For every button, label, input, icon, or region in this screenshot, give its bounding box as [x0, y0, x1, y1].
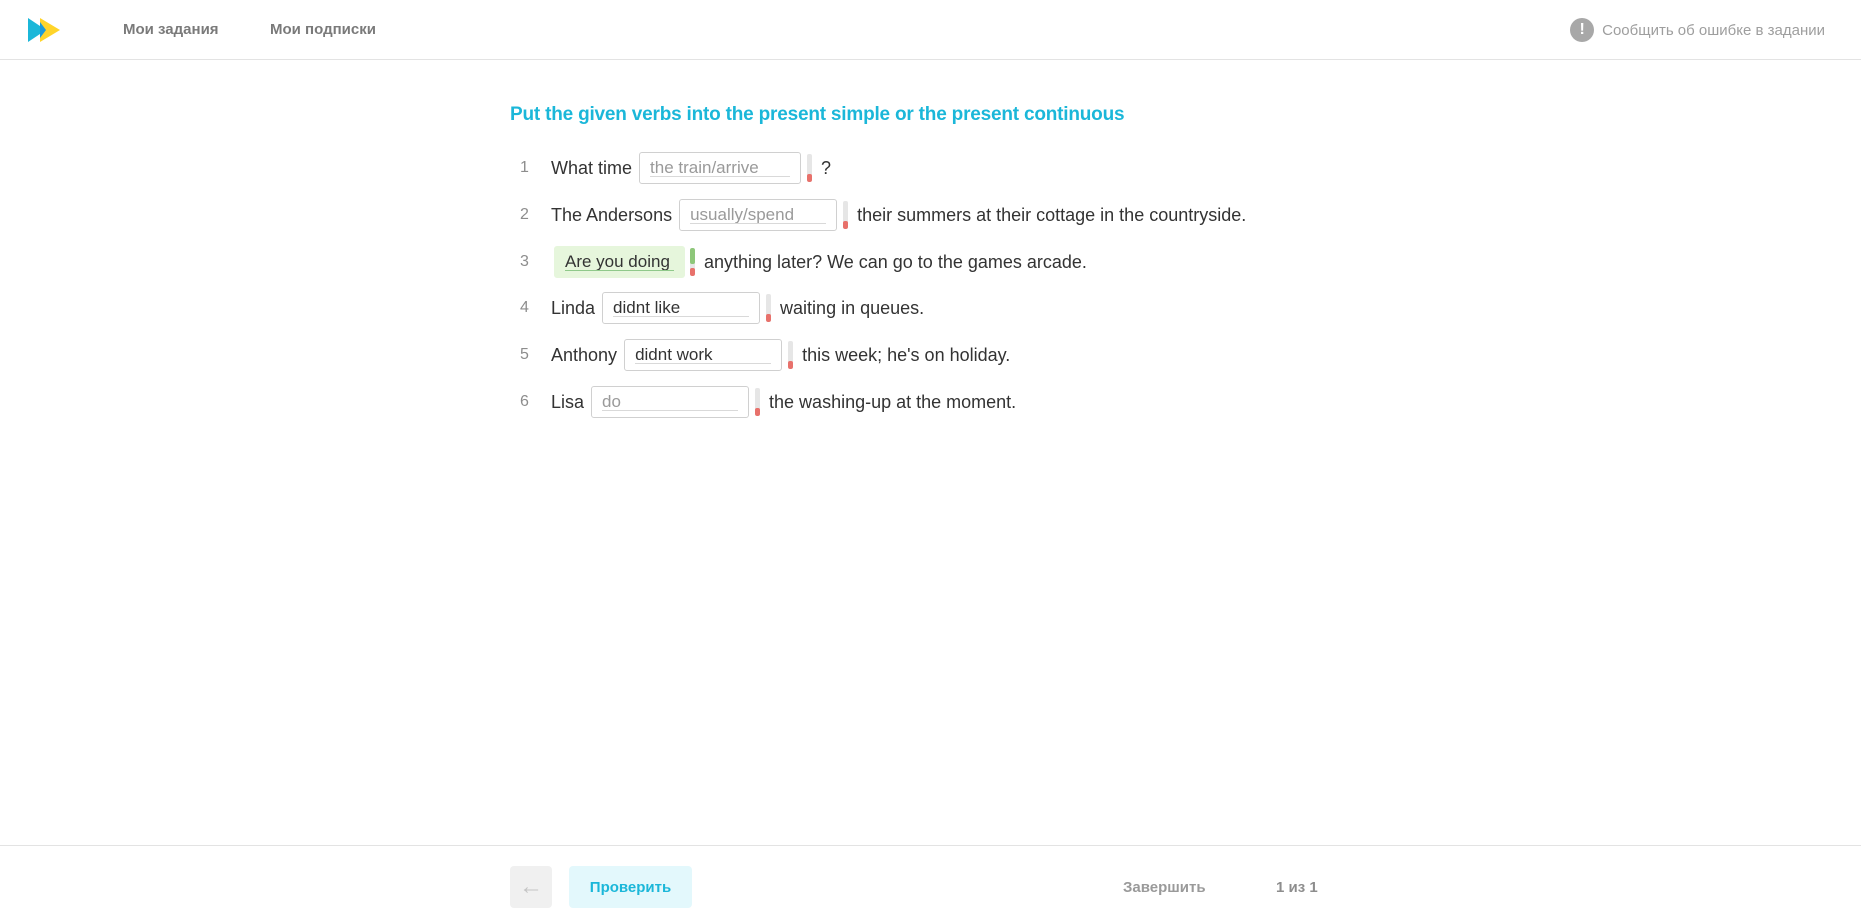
indicator-fill-incorrect [843, 221, 848, 229]
exercise-row-5 [520, 338, 1010, 372]
answer-status-indicator [843, 201, 848, 229]
answer-status-indicator [690, 248, 695, 276]
answer-status-indicator [788, 341, 793, 369]
row-number: 6 [520, 393, 529, 410]
indicator-fill-incorrect [690, 268, 695, 276]
finish-button[interactable]: Завершить [1123, 879, 1206, 896]
answer-input-1[interactable] [639, 152, 801, 184]
answer-input-6[interactable] [591, 386, 749, 418]
row-text-after: ? [821, 157, 832, 178]
exercise-row-3 [520, 245, 1087, 279]
row-text-before: Linda [551, 297, 596, 318]
input-underline [613, 316, 749, 317]
answer-input-3[interactable] [554, 246, 685, 278]
row-text-before: The Andersons [551, 204, 673, 225]
row-text-before: Lisa [551, 391, 585, 412]
row-number: 2 [520, 206, 529, 223]
row-number: 1 [520, 159, 529, 176]
indicator-fill-incorrect [766, 314, 771, 322]
report-error-label: Сообщить об ошибке в задании [1602, 21, 1825, 39]
indicator-fill-incorrect [807, 174, 812, 182]
row-text-after: the washing-up at the moment. [769, 391, 1017, 412]
answer-placeholder: do [602, 392, 621, 411]
answer-input-2[interactable] [679, 199, 837, 231]
input-underline [635, 363, 771, 364]
exercise-row-6 [520, 385, 1016, 419]
back-button[interactable] [510, 866, 552, 908]
answer-input-4[interactable] [602, 292, 760, 324]
input-underline [690, 223, 826, 224]
answer-status-indicator [766, 294, 771, 322]
top-bar [0, 0, 1861, 60]
nav-my-tasks[interactable]: Мои задания [123, 21, 219, 38]
answer-placeholder: the train/arrive [650, 158, 759, 177]
answer-value: Are you doing [565, 252, 670, 271]
arrow-left-icon: ← [519, 873, 543, 900]
row-number: 3 [520, 253, 529, 270]
row-text-before: Anthony [551, 344, 618, 365]
row-text-before: What time [551, 157, 633, 178]
answer-input-5[interactable] [624, 339, 782, 371]
answer-value: didnt like [613, 298, 681, 317]
indicator-fill-correct [690, 248, 695, 264]
page-counter: 1 из 1 [1276, 879, 1318, 896]
answer-placeholder: usually/spend [690, 205, 795, 224]
row-number: 5 [520, 346, 529, 363]
exercise-row-1 [520, 151, 831, 185]
play-logo-icon[interactable] [28, 18, 62, 42]
check-button[interactable]: Проверить [569, 866, 692, 908]
indicator-fill-incorrect [755, 408, 760, 416]
exercise-row-2 [520, 198, 1246, 232]
answer-value: didnt work [635, 345, 713, 364]
row-text-after: waiting in queues. [780, 297, 925, 318]
input-underline [650, 176, 790, 177]
exclamation-icon: ! [1570, 18, 1594, 42]
input-underline [602, 410, 738, 411]
report-error-link[interactable] [1570, 18, 1825, 42]
exercise-row-4 [520, 291, 924, 325]
bottom-bar [0, 845, 1861, 919]
row-text-after: anything later? We can go to the games arcade. [704, 251, 1087, 272]
nav-my-subscriptions[interactable]: Мои подписки [270, 21, 376, 38]
row-number: 4 [520, 299, 529, 316]
row-text-after: this week; he's on holiday. [802, 344, 1011, 365]
indicator-fill-incorrect [788, 361, 793, 369]
task-title: Put the given verbs into the present simple or the present continuous [510, 104, 1125, 125]
row-text-after: their summers at their cottage in the countryside. [857, 204, 1247, 225]
answer-status-indicator [755, 388, 760, 416]
input-underline [565, 270, 674, 271]
answer-status-indicator [807, 154, 812, 182]
